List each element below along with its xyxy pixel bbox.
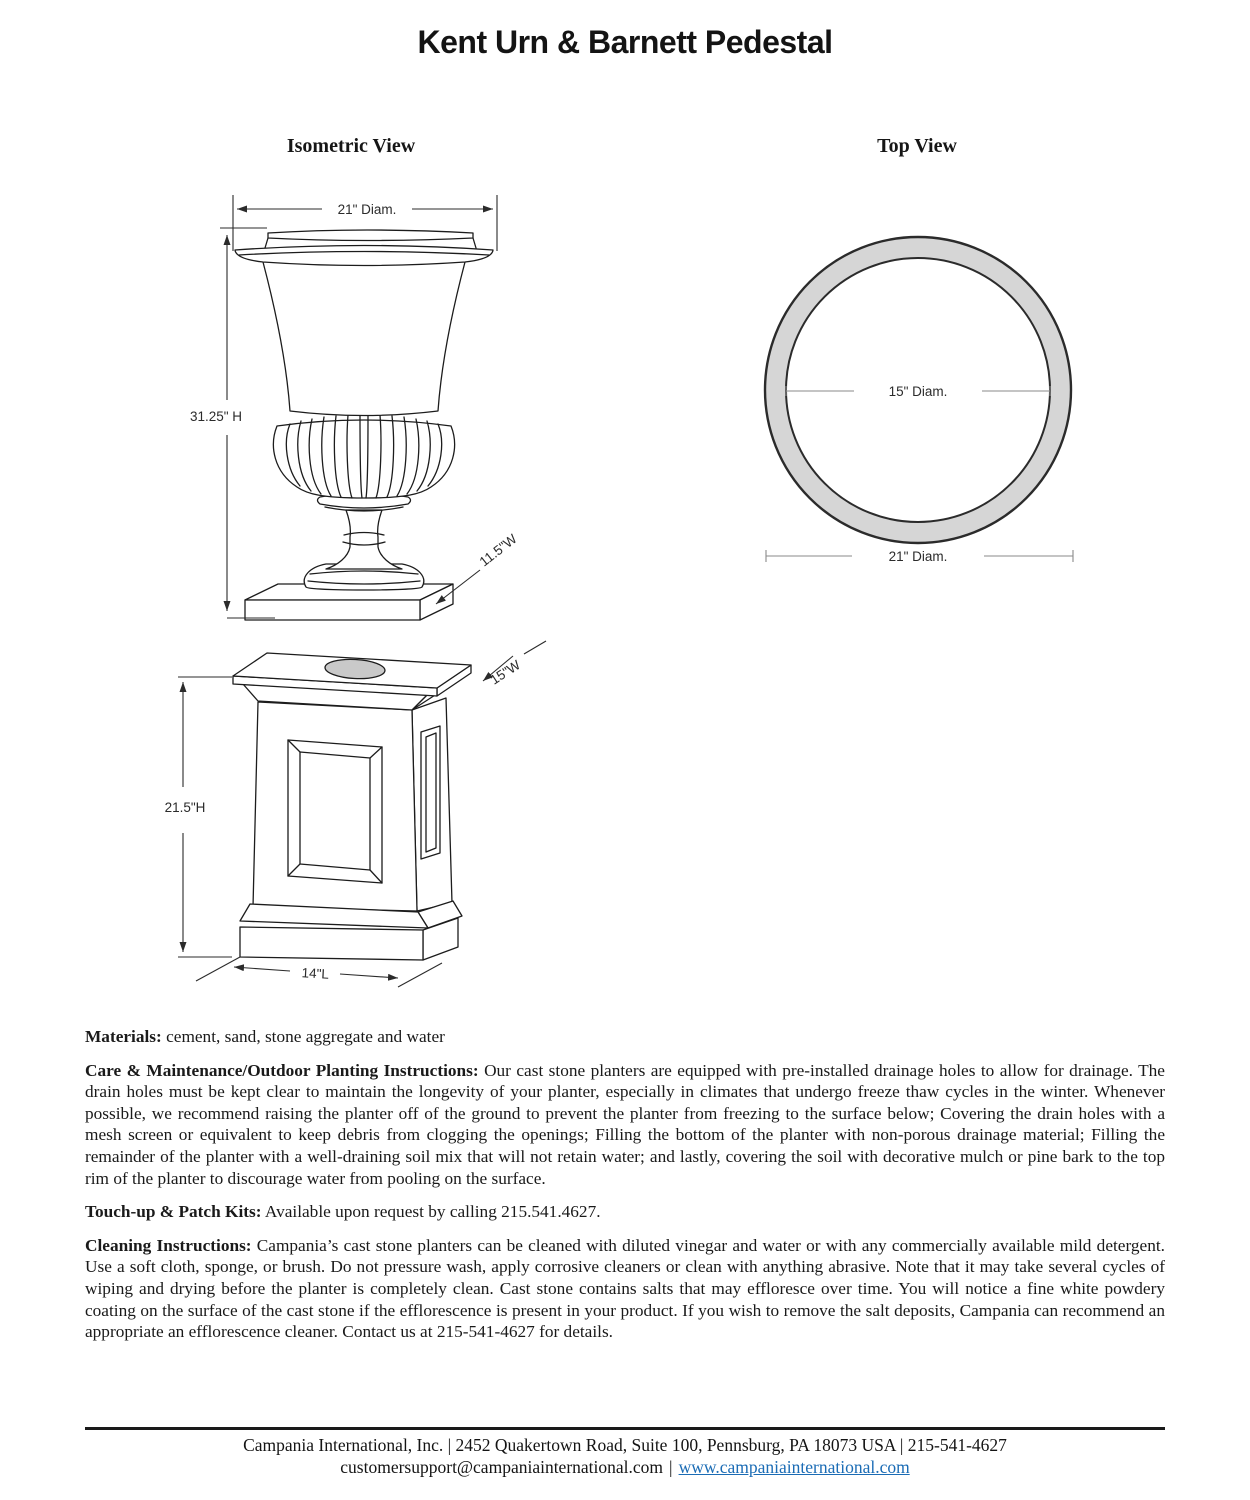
urn-diameter-label: 21" Diam.	[337, 202, 397, 217]
section-care-heading: Care & Maintenance/Outdoor Planting Instructions:	[85, 1060, 479, 1080]
pedestal-length-label: 14"L	[301, 965, 330, 982]
top-view-drawing	[750, 225, 1086, 570]
dimension-pedestal-top-width	[483, 641, 546, 688]
section-care-maintenance	[85, 1060, 1165, 1190]
dimension-top-outer-diameter	[766, 549, 1073, 564]
urn-height-label: 31.25" H	[189, 409, 243, 424]
top-outer-diameter-label: 21" Diam.	[888, 549, 948, 564]
section-care-body: Our cast stone planters are equipped with pre-installed drainage holes to allow for drainage. The drain holes must be kept clear to maintain the longevity of your planter, especially in climates that undergo freeze thaw cycles in the winter. Whenever possible, we recommend raising the planter off of the ground to prevent the planter from freezing to the surface below; Covering the drain holes with a mesh screen or equivalent to keep debris from clogging the openings; Filling the bottom of the planter with non-porous drainage material; Filling the remainder of the planter with a well-draining soil mix that will not retain water; and lastly, covering the soil with decorative mulch or pine bark to the top rim of the planter to discourage water from pooling on the surface.	[85, 1060, 1165, 1188]
section-touch-up-body: Available upon request by calling 215.541.4627.	[261, 1202, 601, 1222]
footer-email: customersupport@campaniainternational.com	[340, 1457, 664, 1477]
website-link[interactable]: www.campaniainternational.com	[678, 1457, 910, 1477]
dimension-urn-diameter	[233, 195, 497, 251]
footer-address-line: Campania International, Inc. | 2452 Quakertown Road, Suite 100, Pennsburg, PA 18073 USA | 215-541-4627	[243, 1435, 1007, 1455]
page-title: Kent Urn & Barnett Pedestal	[417, 24, 833, 60]
section-touch-up	[85, 1201, 1165, 1223]
section-cleaning-body: Campania’s cast stone planters can be cleaned with diluted vinegar and water or with any commercially available mild detergent. Use a soft cloth, sponge, or brush. Do not pressure wash, apply corrosive cleaners or clean with anything abrasive. Note that it may take several cycles of wiping and drying before the planter is completely clean. Cast stone contains salts that may effloresce over time. You will notice a fine white powdery coating on the surface of the cast stone if the efflorescence is present in your product. If you wish to remove the salt deposits, Campania can recommend an appropriate an efflorescence cleaner. Contact us at 215-541-4627 for details.	[85, 1235, 1165, 1342]
section-materials-heading: Materials:	[85, 1027, 162, 1046]
pedestal-height-label: 21.5"H	[164, 800, 206, 815]
urn-base-width-label: 11.5"W	[476, 531, 520, 570]
dimension-pedestal-length	[196, 957, 442, 987]
footer-separator: |	[669, 1457, 673, 1477]
urn-rim	[235, 246, 493, 266]
footer	[85, 1434, 1165, 1478]
pedestal-drawing	[150, 640, 550, 1005]
pedestal-base	[240, 901, 462, 960]
dimension-urn-height	[190, 228, 275, 618]
section-touch-up-heading: Touch-up & Patch Kits:	[85, 1202, 262, 1222]
footer-contact-line	[85, 1456, 1165, 1478]
top-view-label: Top View	[877, 135, 957, 157]
isometric-view-label: Isometric View	[286, 135, 416, 157]
info-sections	[85, 1026, 1165, 1355]
urn-stem	[326, 510, 402, 569]
footer-divider	[85, 1427, 1165, 1430]
section-cleaning	[85, 1235, 1165, 1343]
section-materials-body: cement, sand, stone aggregate and water	[161, 1027, 445, 1046]
pedestal-top-width-label: 15"W	[487, 657, 523, 688]
pedestal-column	[253, 698, 452, 911]
section-cleaning-heading: Cleaning Instructions:	[85, 1235, 252, 1255]
top-inner-diameter-label: 15" Diam.	[888, 384, 948, 399]
section-materials	[85, 1026, 1165, 1048]
dimension-pedestal-height	[165, 677, 232, 957]
urn-body	[263, 259, 465, 416]
urn-drawing	[150, 185, 530, 630]
urn-gadroon-bowl	[273, 415, 454, 498]
